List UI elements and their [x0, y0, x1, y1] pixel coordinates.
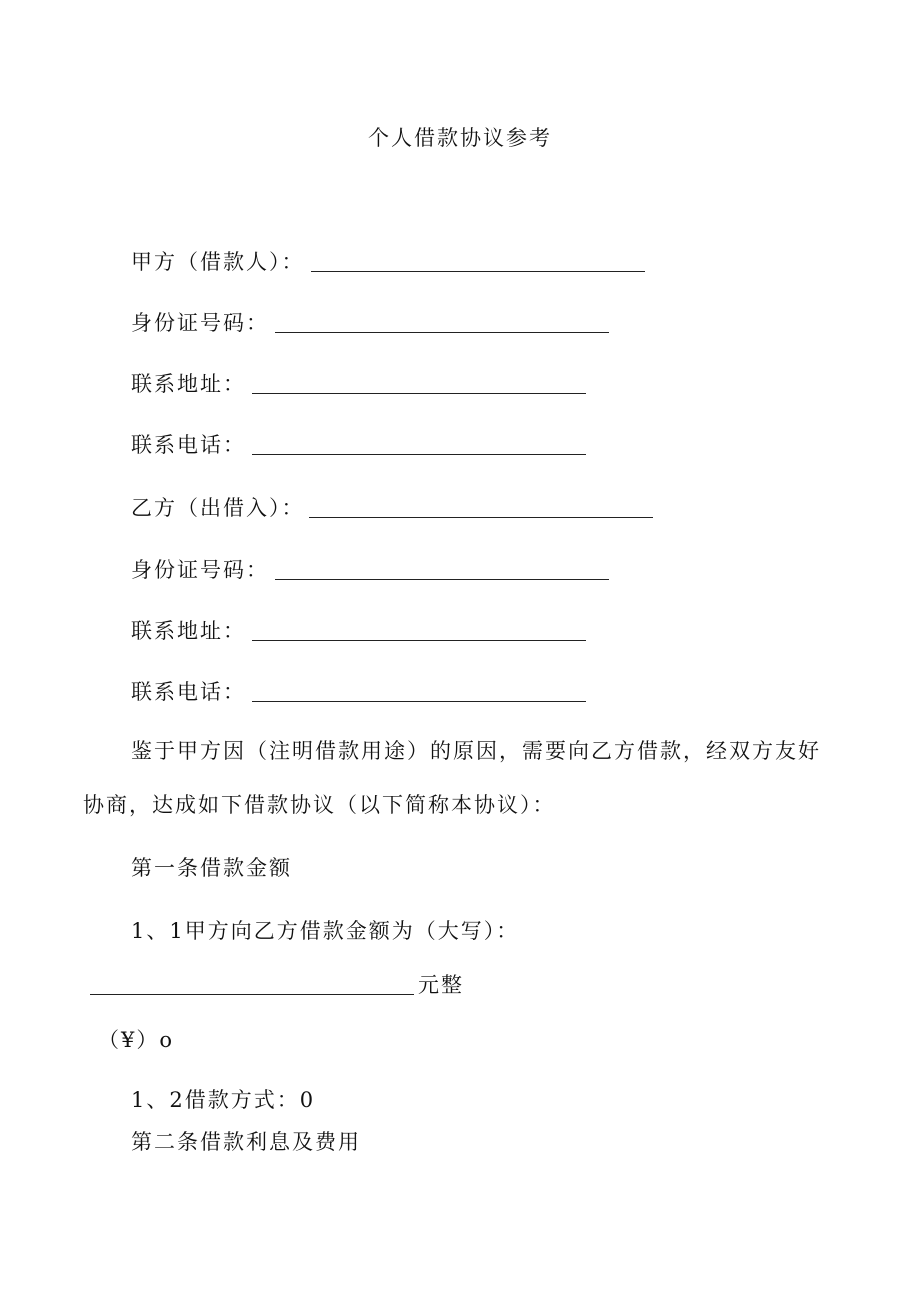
party-a-phone-row [131, 429, 586, 459]
party-b-phone-row [131, 676, 586, 706]
party-a-name-blank[interactable] [311, 270, 645, 272]
party-b-id-blank[interactable] [275, 578, 609, 580]
article-2-heading [131, 1126, 361, 1156]
amount-suffix: 元整 [418, 973, 464, 997]
party-b-address-blank[interactable] [252, 639, 586, 641]
party-a-address-label: 联系地址： [131, 372, 246, 396]
clause-1-2-text: 1、2借款方式：0 [131, 1088, 316, 1112]
page-title: 个人借款协议参考 [368, 126, 552, 150]
party-b-phone-blank[interactable] [252, 700, 586, 702]
party-b-name-blank[interactable] [309, 516, 653, 518]
clause-1-1-text: 1、1甲方向乙方借款金额为（大写）： [131, 919, 520, 943]
party-a-phone-label: 联系电话： [131, 433, 246, 457]
party-b-name-row [131, 492, 653, 522]
party-b-name-label: 乙方（出借入）： [131, 496, 305, 520]
party-b-address-label: 联系地址： [131, 619, 246, 643]
party-a-address-row [131, 368, 586, 398]
article-1-heading-text: 第一条借款金额 [131, 856, 292, 880]
yen-text: （¥）o [98, 1028, 175, 1052]
article-1-heading [131, 852, 292, 882]
party-b-id-row [131, 554, 609, 584]
party-b-address-row [131, 615, 586, 645]
party-a-id-row [131, 307, 609, 337]
clause-1-2 [131, 1084, 315, 1114]
party-b-id-label: 身份证号码： [131, 558, 269, 582]
party-a-name-label: 甲方（借款人）： [131, 250, 305, 274]
article-2-heading-text: 第二条借款利息及费用 [131, 1130, 361, 1154]
party-b-phone-label: 联系电话： [131, 680, 246, 704]
party-a-name-row [131, 246, 645, 276]
clause-1-1 [131, 915, 519, 945]
party-a-address-blank[interactable] [252, 392, 586, 394]
amount-blank[interactable] [90, 993, 414, 995]
party-a-phone-blank[interactable] [252, 453, 586, 455]
amount-row [90, 969, 464, 999]
party-a-id-blank[interactable] [275, 331, 609, 333]
party-a-id-label: 身份证号码： [131, 311, 269, 335]
intro-paragraph: 鉴于甲方因（注明借款用途）的原因，需要向乙方借款，经双方友好协商，达成如下借款协议（以下简称本协议）： [83, 739, 821, 817]
yen-row [98, 1024, 174, 1054]
